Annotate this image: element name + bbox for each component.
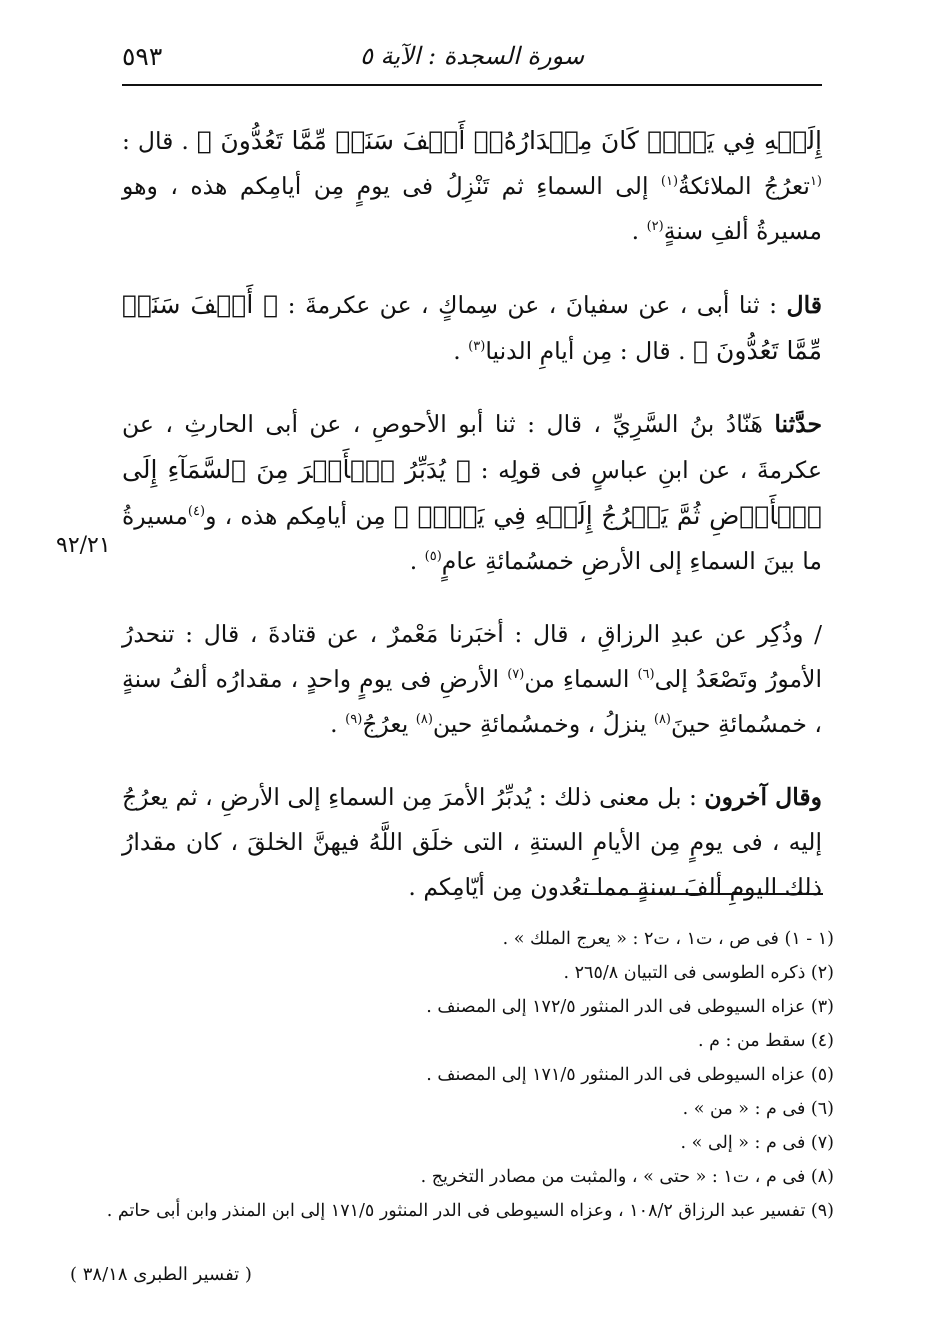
footnote-4: (٤) سقط من : م . xyxy=(698,1031,834,1051)
footnote-ref: (٣) xyxy=(468,339,486,355)
text-run: / وذُكِر عن عبدِ الرزاقِ ، قال : أخبَرنا مَعْمرٌ ، عن قتادةَ ، قال : تنحدرُ الأمورُ وتَصْعَدُ إلى xyxy=(122,620,822,693)
text-run: . قال : xyxy=(122,127,197,155)
footnote-ref: (١ xyxy=(809,174,822,190)
quran-verse: إِلَيۡهِ فِي يَوۡمٖ كَانَ مِقۡدَارُهُۥٓ أَلۡفَ سَنَةٖ مِّمَّا تَعُدُّونَ ﴾ xyxy=(196,126,822,155)
running-title: سورة السجدة : الآية ٥ xyxy=(359,42,585,70)
paragraph-3 xyxy=(122,402,822,584)
footnote-ref: (٤) xyxy=(187,504,206,520)
footnote-5: (٥) عزاه السيوطى فى الدر المنثور ١٧١/٥ إلى المصنف . xyxy=(426,1065,834,1085)
paragraph-lead: قال xyxy=(786,291,822,319)
text-run: يعرُجُ xyxy=(362,710,416,738)
page-number: ٥٩٣ xyxy=(122,42,163,71)
paragraph-lead: حدَّثنا xyxy=(774,410,822,438)
text-run: هَنّادُ بنُ السَّرِيِّ ، قال : ثنا أبو الأحوصِ ، عن أبى الحارثِ ، عن عكرمةَ ، عن ابنِ عباسٍ فى قولِه : xyxy=(122,410,823,484)
text-run: . xyxy=(409,547,425,575)
text-run: مِن أيامِكم هذه ، و xyxy=(205,502,394,530)
footnote-2: (٢) ذكره الطوسى فى التبيان ٢٦٥/٨ . xyxy=(563,963,834,983)
text-run: . xyxy=(631,217,647,245)
text-run: : ثنا أبى ، عن سفيانَ ، عن سِماكٍ ، عن عكرمةَ : xyxy=(278,291,787,319)
footnote-ref: (١) xyxy=(660,174,679,190)
footnote-1: (١ - ١) فى ص ، ت١ ، ت٢ : « يعرج الملك » . xyxy=(502,929,834,949)
footnote-divider xyxy=(585,893,823,895)
paragraph-2 xyxy=(122,282,822,374)
quran-verse: ﴿ يُدَبِّرُ ٱلۡأَمۡرَ مِنَ ٱلسَّمَآءِ إِلَى ٱلۡأَرۡضِ ثُمَّ يَعۡرُجُ إِلَيۡهِ فِي يَوۡمٖ ﴾ xyxy=(122,455,822,530)
text-run: تعرُجُ الملائكةُ xyxy=(678,172,810,200)
text-run: الأرضِ فى يومٍ واحدٍ ، مقدارُه ألفُ سنةٍ ، خمسُمائةِ حينَ xyxy=(122,665,822,738)
main-text xyxy=(122,118,822,938)
footnote-9: (٩) تفسير عبد الرزاق ١٠٨/٢ ، وعزاه السيوطى فى الدر المنثور ١٧١/٥ إلى ابن المنذر وابن أبى حاتم . xyxy=(106,1201,834,1221)
source-reference: ( تفسير الطبرى ٣٨/١٨ ) xyxy=(70,1264,252,1285)
text-run: : بل معنى ذلك : يُدبِّرُ الأمرَ مِن السماءِ إلى الأرضِ ، ثم يعرُجُ إليه ، فى يومٍ مِن الأيامِ الستةِ ، التى خلَق اللَّهُ فيهنَّ الخلقَ ، كان مقدارُ ذلك اليومِ ألفَ سنةٍ مما تعُدون مِن أيّامِكم . xyxy=(122,783,822,901)
paragraph-lead: وقال آخرون xyxy=(704,783,822,811)
footnote-ref: (٢) xyxy=(646,219,664,235)
text-run: مسيرةُ ما بينَ السماءِ إلى الأرضِ خمسُمائةِ عامٍ xyxy=(122,502,822,575)
page-header xyxy=(122,38,822,86)
footnotes xyxy=(106,922,834,1228)
paragraph-5 xyxy=(122,775,822,910)
footnote-3: (٣) عزاه السيوطى فى الدر المنثور ١٧٢/٥ إلى المصنف . xyxy=(426,997,834,1017)
footnote-ref: (٨) xyxy=(653,712,671,728)
paragraph-1 xyxy=(122,118,822,254)
footnote-ref: (٥) xyxy=(424,549,442,565)
footnote-8: (٨) فى م ، ت١ : « حتى » ، والمثبت من مصادر التخريج . xyxy=(420,1167,834,1187)
paragraph-4 xyxy=(122,612,822,747)
footnote-ref: (٧) xyxy=(507,667,525,683)
text-run: السماءِ من xyxy=(524,665,638,693)
text-run: ينزلُ ، وخمسُمائةِ حين xyxy=(432,710,654,738)
footnote-6: (٦) فى م : « من » . xyxy=(682,1099,834,1119)
footnote-ref: (٩) xyxy=(345,712,363,728)
margin-volume-page-note: ٩٢/٢١ xyxy=(56,533,111,558)
text-run: . xyxy=(330,710,346,738)
text-run: إلى السماءِ ثم تَنْزِلُ فى يومٍ مِن أيامِكم هذه ، وهو مسيرةُ ألفِ سنةٍ xyxy=(122,172,822,245)
quran-verse: ﴿ أَلۡفَ سَنَةٖ مِّمَّا تَعُدُّونَ ﴾ xyxy=(122,290,822,365)
footnote-7: (٧) فى م : « إلى » . xyxy=(680,1133,834,1153)
footnote-ref: (٨) xyxy=(415,712,433,728)
text-run: . xyxy=(453,337,469,365)
text-run: . قال : مِن أيامِ الدنيا xyxy=(485,337,694,365)
footnote-ref: (٦) xyxy=(637,667,655,683)
